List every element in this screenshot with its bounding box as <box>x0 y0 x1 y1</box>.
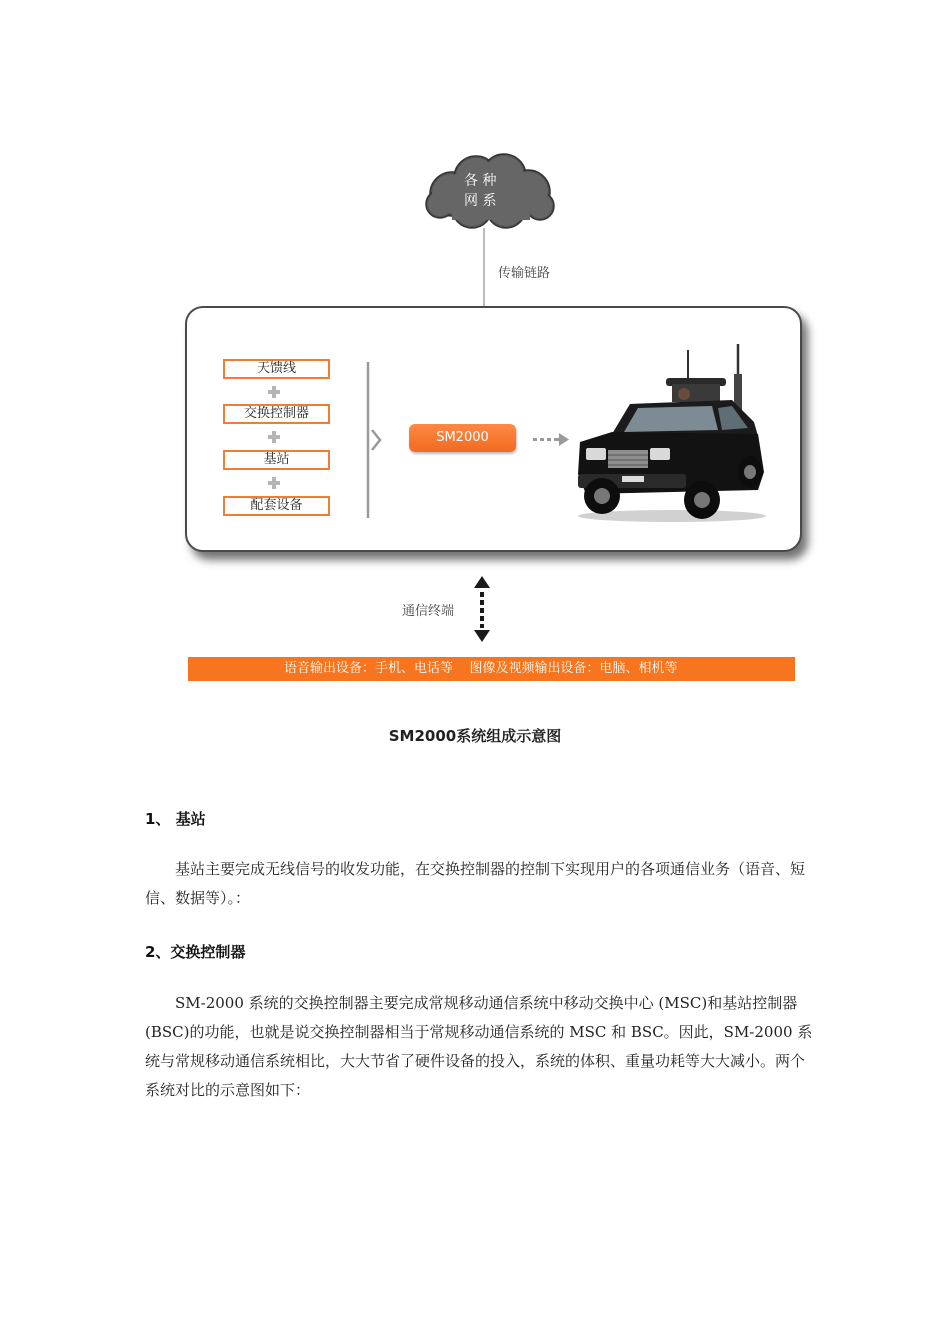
bidirectional-dotted-arrow-icon <box>473 576 491 642</box>
component-base-station: 基站 <box>223 450 330 470</box>
plus-icon <box>268 477 280 489</box>
section-heading-switch-controller: 2、交换控制器 <box>145 943 246 961</box>
vehicle-image <box>572 344 768 524</box>
component-supporting-equipment: 配套设备 <box>223 496 330 516</box>
plus-icon <box>268 386 280 398</box>
section-paragraph-base-station: 基站主要完成无线信号的收发功能，在交换控制器的控制下实现用户的各项通信业务（语音、短信、数据等）。： <box>145 860 806 907</box>
transmission-line <box>483 228 485 306</box>
communication-terminal-label: 通信终端 <box>402 604 455 619</box>
cloud-text-line2: 网 系 <box>464 193 497 209</box>
section-heading-base-station: 1、 基站 <box>145 810 206 828</box>
transmission-link-label: 传输链路 <box>498 266 551 281</box>
component-antenna-feeder: 天馈线 <box>223 359 330 379</box>
brace-icon <box>362 360 386 520</box>
product-badge: SM2000 <box>409 424 516 452</box>
dotted-arrow-right-icon <box>533 432 573 446</box>
output-devices-bar: 语音输出设备：手机、电话等 图像及视频输出设备：电脑、相机等 <box>188 657 795 681</box>
plus-icon <box>268 431 280 443</box>
network-cloud-icon <box>418 150 558 232</box>
cloud-text-line1: 各 种 <box>464 173 497 189</box>
component-switch-controller: 交换控制器 <box>223 404 330 424</box>
section-paragraph-switch-controller: SM-2000 系统的交换控制器主要完成常规移动通信系统中移动交换中心 (MSC)和基站控制器 (BSC)的功能，也就是说交换控制器相当于常规移动通信系统的 MSC 和 BSC。因此，SM-2000 系统与常规移动通信系统相比，大大节省了硬件设备的投入，系统的体积、重量功耗等大大减小。两个系统对比的示意图如下： <box>145 994 813 1099</box>
figure-caption: SM2000系统组成示意图 <box>388 727 562 745</box>
